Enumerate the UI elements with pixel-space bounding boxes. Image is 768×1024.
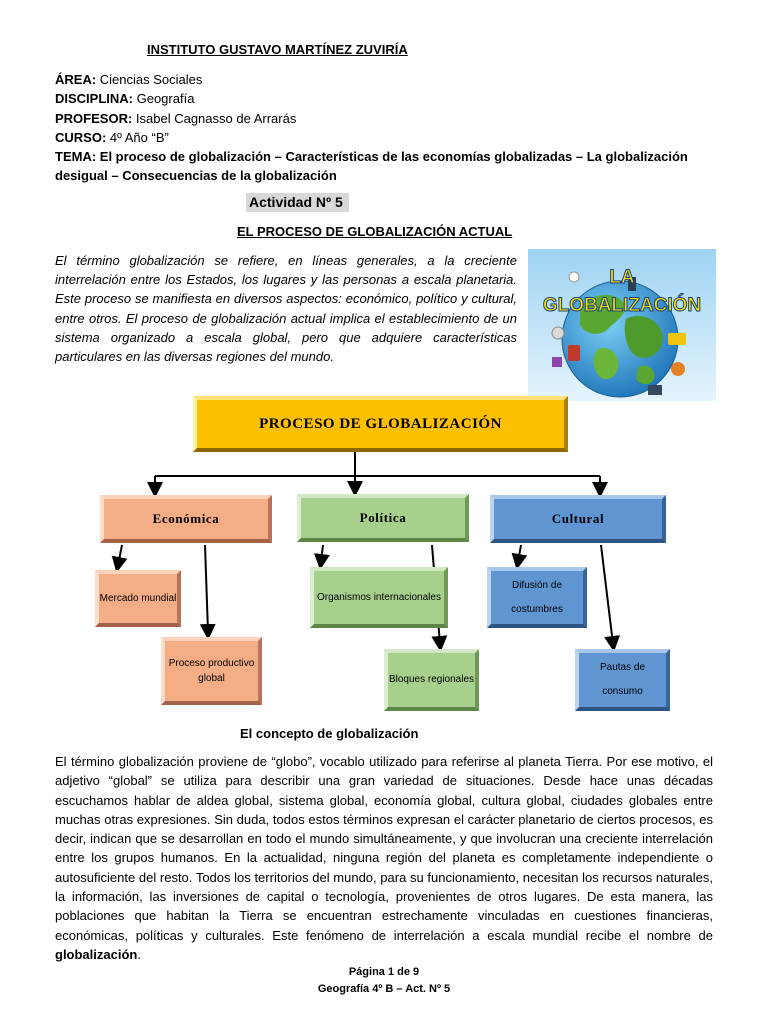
sub-difusion-costumbres: Difusión de costumbres [487, 567, 587, 628]
sub-proceso-productivo: Proceso productivo global [161, 637, 262, 705]
area-label: ÁREA: [55, 72, 97, 87]
illustration-title-line1: LA [609, 267, 635, 288]
school-name: INSTITUTO GUSTAVO MARTÍNEZ ZUVIRÍA [147, 42, 408, 57]
sub-bloques-regionales: Bloques regionales [384, 649, 479, 711]
discipline-label: DISCIPLINA: [55, 91, 133, 107]
concept-paragraph-end: . [137, 946, 141, 962]
sub-pautas-consumo: Pautas de consumo [575, 649, 670, 711]
footer-course: Geografía 4º B – Act. Nº 5 [317, 983, 451, 995]
concept-keyword: globalización [55, 946, 138, 962]
illustration-title-line2: GLOBALIZACIÓN [542, 295, 702, 316]
sub-organismos-internacionales: Organismos internacionales [310, 567, 448, 628]
diagram-main-box: PROCESO DE GLOBALIZACIÓN [193, 396, 568, 452]
concept-title: El concepto de globalización [240, 726, 419, 741]
concept-paragraph [55, 752, 713, 964]
category-economica: Económica [100, 495, 272, 543]
sub-mercado-mundial: Mercado mundial [95, 570, 181, 627]
category-politica: Política [297, 494, 469, 542]
discipline-value: Geografía [133, 91, 195, 107]
section-title: EL PROCESO DE GLOBALIZACIÓN ACTUAL [237, 224, 513, 239]
concept-paragraph-text: El término globalización proviene de “globo”, vocablo utilizado para referirse al planeta Tierra. Por ese motivo, el adjetivo “global” se utiliza para describir una gran variedad de situaciones. Desde hace unas décadas escuchamos hablar de aldea global, sistema global, economía global, cultura global, ciudades globales entre muchas otras expresiones. Sin duda, todos estos términos expresan el carácter planetario de ciertos procesos, es decir, indican que se desarrollan en todo el mundo simultáneamente, y que involucran una creciente interrelación entre los grupos humanos. En la actualidad, ninguna región del planeta es completamente independiente o autosuficiente del resto. Todos los territorios del mundo, para su funcionamiento, necesitan los recursos naturales, la información, las inversiones de capital o tecnología, provenientes de otros lugares. De esta manera, las poblaciones que habitan la Tierra se encuentran estrechamente vinculadas en cuestiones financieras, económicas, políticas y culturales. Este fenómeno de interrelación a escala mundial recibe el nombre de [55, 754, 713, 943]
category-cultural: Cultural [490, 495, 666, 543]
professor-label: PROFESOR: [55, 110, 133, 126]
topic-value: El proceso de globalización – Características de las economías globalizadas – La globalización desigual – Consecuencias de la globalización [55, 149, 688, 184]
topic-label: TEMA: [55, 149, 97, 165]
course-value: 4º Año “B” [106, 129, 169, 145]
area-value: Ciencias Sociales [96, 72, 203, 87]
professor-value: Isabel Cagnasso de Arrarás [132, 110, 297, 126]
page-number: Página 1 de 9 [348, 966, 420, 978]
course-label: CURSO: [55, 129, 107, 145]
intro-paragraph: El término globalización se refiere, en líneas generales, a la creciente interrelación entre los Estados, los lugares y las personas a escala planetaria. Este proceso se manifiesta en diversos aspectos: económico, político y cultural, entre otros. El proceso de globalización actual implica el establecimiento de un sistema organizado a escala global, pero que adquiere características particulares en las diversas regiones del mundo. [55, 253, 517, 365]
activity-number: Actividad Nº 5 [246, 193, 349, 212]
